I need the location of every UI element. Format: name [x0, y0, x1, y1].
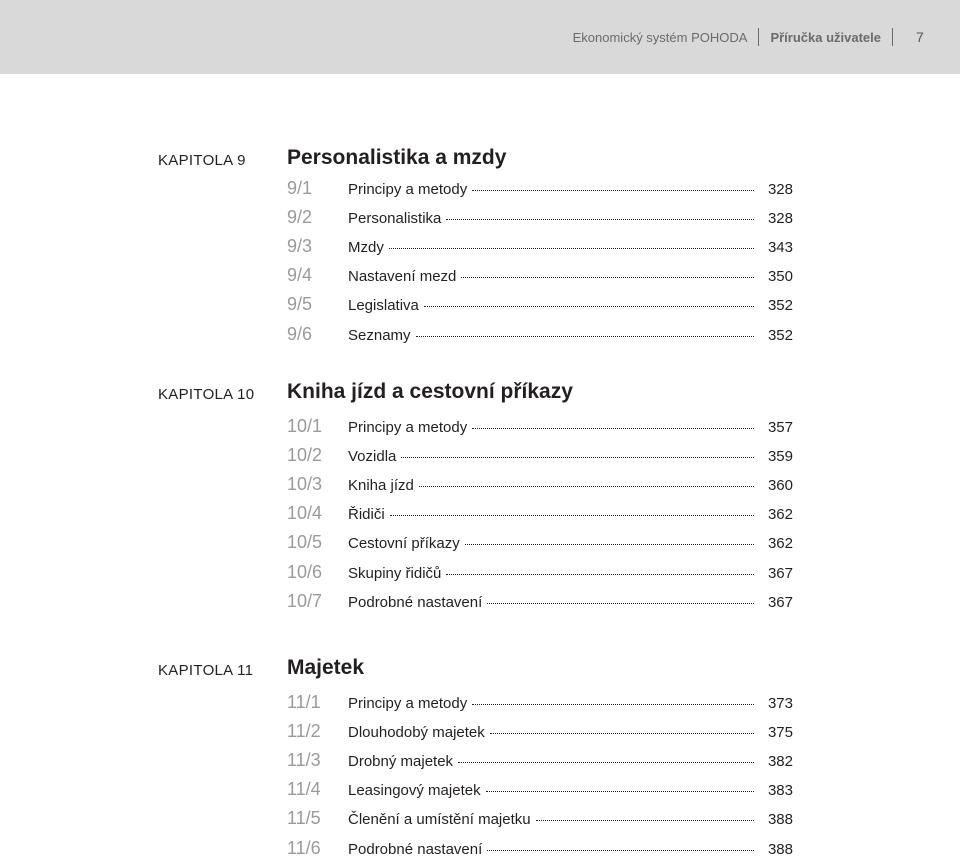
entry-line	[348, 477, 793, 494]
chapter-label: KAPITOLA 9	[158, 152, 246, 169]
section-number: 10/7	[287, 590, 323, 611]
entry-line	[348, 181, 793, 198]
section-number: 9/3	[287, 236, 313, 257]
section-number: 11/2	[287, 721, 321, 742]
entry-line	[348, 297, 793, 314]
toc-entry[interactable]	[0, 265, 960, 294]
section-title: Legislativa	[348, 297, 419, 315]
section-number: 10/6	[287, 561, 323, 582]
toc-entry[interactable]	[0, 294, 960, 323]
section-title: Řidiči	[348, 506, 385, 524]
section-number: 11/3	[287, 750, 321, 771]
section-number: 9/6	[287, 323, 313, 344]
toc-entry[interactable]	[0, 503, 960, 532]
guide-title: Příručka uživatele	[770, 29, 881, 45]
toc-entry[interactable]	[0, 750, 960, 779]
entry-line	[348, 210, 793, 227]
entry-line	[348, 419, 793, 436]
dot-leader	[446, 218, 754, 220]
toc-entry[interactable]	[0, 474, 960, 503]
toc-entry[interactable]	[0, 416, 960, 445]
chapter-title: Personalistika a mzdy	[287, 146, 507, 169]
section-title: Mzdy	[348, 239, 384, 257]
dot-leader	[472, 427, 754, 429]
section-title: Drobný majetek	[348, 753, 454, 771]
dot-leader	[390, 514, 754, 516]
header-divider	[758, 28, 759, 46]
dot-leader	[446, 573, 754, 575]
page-reference: 357	[767, 419, 793, 436]
entry-line	[348, 841, 793, 858]
entry-line	[348, 268, 793, 285]
dot-leader	[416, 335, 754, 337]
section-title: Podrobné nastavení	[348, 840, 483, 858]
section-title: Seznamy	[348, 326, 411, 344]
section-title: Principy a metody	[348, 695, 468, 712]
dot-leader	[490, 732, 754, 734]
dot-leader	[465, 543, 754, 545]
toc-entry[interactable]	[0, 692, 960, 721]
section-number: 11/1	[287, 692, 321, 712]
dot-leader	[419, 485, 754, 487]
toc-entry[interactable]	[0, 591, 960, 620]
section-title: Podrobné nastavení	[348, 593, 483, 611]
section-number: 11/5	[287, 808, 321, 829]
chapter-label: KAPITOLA 11	[158, 662, 254, 679]
dot-leader	[461, 276, 754, 278]
entry-line	[348, 448, 793, 465]
section-number: 9/1	[287, 178, 313, 198]
chapter-title: Majetek	[287, 656, 365, 679]
page-reference: 373	[767, 695, 793, 712]
entry-line	[348, 565, 793, 582]
toc-entry[interactable]	[0, 838, 960, 867]
page-reference: 352	[767, 297, 793, 315]
section-number: 9/5	[287, 294, 313, 315]
page-reference: 343	[767, 239, 793, 257]
page-reference: 352	[767, 326, 793, 344]
page-reference: 367	[767, 593, 793, 611]
page-reference: 328	[767, 210, 793, 228]
page-reference: 388	[767, 811, 793, 829]
section-title: Principy a metody	[348, 419, 468, 436]
section-number: 9/2	[287, 207, 313, 228]
dot-leader	[424, 305, 754, 307]
toc-entry[interactable]	[0, 808, 960, 837]
entry-line	[348, 811, 793, 828]
page-reference: 328	[767, 181, 793, 198]
header-meta	[573, 0, 960, 74]
section-number: 10/2	[287, 445, 323, 466]
section-title: Principy a metody	[348, 181, 468, 198]
page-reference: 388	[767, 840, 793, 858]
section-title: Skupiny řidičů	[348, 564, 442, 582]
page-reference: 359	[767, 448, 793, 466]
section-title: Leasingový majetek	[348, 782, 481, 800]
product-name: Ekonomický systém POHODA	[572, 29, 748, 45]
section-number: 11/6	[287, 837, 321, 858]
section-title: Vozidla	[348, 448, 397, 466]
section-number: 10/4	[287, 503, 323, 524]
section-number: 10/5	[287, 532, 323, 553]
section-number: 10/3	[287, 474, 323, 495]
section-title: Dlouhodobý majetek	[348, 724, 485, 742]
page-reference: 383	[767, 782, 793, 800]
page-reference: 382	[767, 753, 793, 771]
section-title: Personalistika	[348, 210, 442, 228]
section-number: 11/4	[287, 779, 321, 800]
page-reference: 360	[767, 477, 793, 495]
toc-entry[interactable]	[0, 562, 960, 591]
header-divider	[892, 28, 893, 46]
toc-entry[interactable]	[0, 178, 960, 207]
toc-entry[interactable]	[0, 445, 960, 474]
toc-entry[interactable]	[0, 779, 960, 808]
section-title: Cestovní příkazy	[348, 535, 460, 553]
dot-leader	[401, 456, 754, 458]
entry-line	[348, 782, 793, 799]
section-title: Nastavení mezd	[348, 268, 457, 286]
toc-entry[interactable]	[0, 721, 960, 750]
toc-entry[interactable]	[0, 532, 960, 561]
page-number: 7	[916, 29, 924, 45]
dot-leader	[389, 247, 754, 249]
entry-line	[348, 594, 793, 611]
page-reference: 367	[767, 564, 793, 582]
section-title: Členění a umístění majetku	[348, 811, 531, 829]
page-header	[0, 0, 960, 74]
section-number: 10/1	[287, 416, 323, 436]
entry-line	[348, 753, 793, 770]
entry-line	[348, 695, 793, 712]
section-number: 9/4	[287, 265, 313, 286]
dot-leader	[486, 790, 754, 792]
entry-line	[348, 724, 793, 741]
entry-line	[348, 239, 793, 256]
entry-line	[348, 535, 793, 552]
dot-leader	[458, 761, 754, 763]
toc-entry[interactable]	[0, 236, 960, 265]
toc-entry[interactable]	[0, 324, 960, 353]
chapter-title: Kniha jízd a cestovní příkazy	[287, 380, 573, 403]
page-reference: 362	[767, 506, 793, 524]
toc-entry[interactable]	[0, 207, 960, 236]
page-reference: 362	[767, 535, 793, 553]
entry-line	[348, 327, 793, 344]
chapter-label: KAPITOLA 10	[158, 386, 255, 403]
dot-leader	[472, 189, 754, 191]
dot-leader	[487, 849, 754, 851]
page-reference: 350	[767, 268, 793, 286]
page-reference: 375	[767, 724, 793, 742]
entry-line	[348, 506, 793, 523]
dot-leader	[536, 819, 754, 821]
section-title: Kniha jízd	[348, 477, 414, 495]
dot-leader	[487, 602, 754, 604]
dot-leader	[472, 703, 754, 705]
